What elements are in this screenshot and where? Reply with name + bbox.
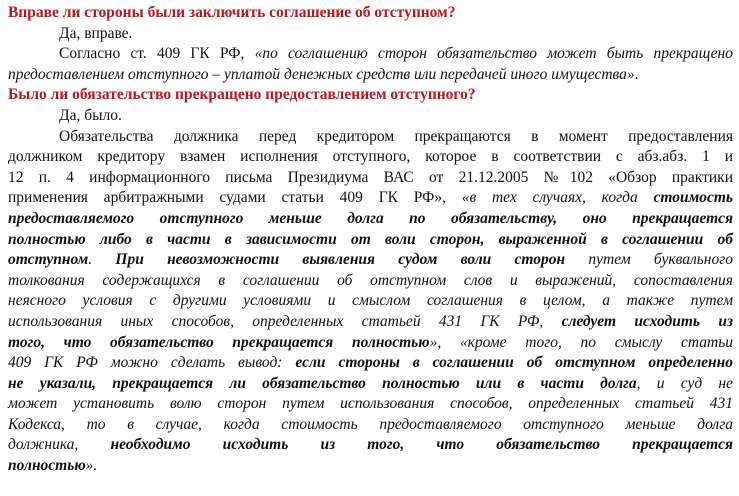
text-line: [8, 456, 733, 477]
text-line: [8, 312, 733, 333]
text-line: [8, 188, 733, 209]
text-line: [8, 353, 733, 374]
plain-text: применения арбитражными судами статьи 409 ГК РФ»,: [8, 189, 462, 207]
bold-italic-emphasis: При невозможности выявления судом воли сторон: [115, 251, 566, 269]
plain-text: Обязательства должника перед кредитором прекращаются в момент предоставления: [59, 127, 733, 145]
text-line: [8, 147, 733, 168]
italic-quote-text: ».: [85, 457, 98, 475]
italic-quote-text: использования иных способов, определенных статьей 431 ГК РФ,: [8, 312, 562, 330]
text-line: [8, 291, 733, 312]
bold-italic-emphasis: предоставляемого отступного меньше долга по обязательству, оно прекращается: [8, 209, 733, 227]
text-line: [8, 209, 733, 230]
bold-italic-emphasis: если стороны в соглашении об отступном определенно: [295, 354, 733, 372]
paragraph-lead: Согласно ст. 409 ГК РФ,: [59, 45, 255, 63]
paragraph-end: .: [634, 65, 639, 83]
paragraph-article-409: [8, 44, 733, 85]
paragraph-vas-letter: [8, 127, 733, 477]
bold-italic-emphasis: необходимо исходить из того, что обязательство прекращается: [110, 436, 733, 454]
article-409-quote: «по соглашению сторон обязательство может быть прекращено предоставлением отступного – уплатой денежных средств или передачей иного имущества»: [8, 45, 734, 83]
text-line: [8, 230, 733, 251]
text-line: [8, 333, 733, 354]
bold-italic-emphasis: отступном: [8, 251, 89, 269]
italic-quote-text: путем буквального: [565, 251, 734, 269]
bold-italic-emphasis: полностью: [8, 457, 86, 475]
italic-quote-text: », «кроме того, по смыслу статьи: [429, 333, 733, 351]
question-heading-1: Вправе ли стороны были заключить соглашение об отступном?: [8, 4, 456, 21]
italic-quote-text: «в тех случаях, когда: [461, 189, 654, 207]
bold-italic-emphasis: следует исходить из: [561, 312, 733, 330]
bold-italic-emphasis: полностью либо в части в зависимости от воли сторон, выраженной в соглашении об: [8, 230, 733, 248]
italic-quote-text: неясного условия с другими условиями и смыслом соглашения в целом, а также путем: [8, 292, 733, 310]
bold-italic-emphasis: стоимость: [653, 189, 733, 207]
italic-quote-text: Кодекса, то в случае, когда стоимость предоставляемого отступного меньше долга: [8, 415, 733, 433]
text-line: [8, 271, 733, 292]
text-line: [8, 168, 733, 189]
italic-quote-text: должника,: [8, 436, 111, 454]
answer-2: Да, было.: [59, 106, 122, 124]
plain-text: 12 п. 4 информационного письма Президиума ВАС от 21.12.2005 №102 «Обзор практики: [8, 168, 733, 186]
answer-1: Да, вправе.: [59, 24, 133, 42]
text-line: [8, 394, 733, 415]
text-line: [8, 435, 733, 456]
italic-quote-text: , и суд не: [636, 374, 733, 392]
text-line: [8, 374, 733, 395]
italic-quote-text: может установить волю сторон путем использования способов, определенных статьей 431: [8, 395, 733, 413]
bold-italic-emphasis: не указали, прекращается ли обязательство полностью или в части долга: [8, 374, 637, 392]
italic-quote-text: толкования содержащихся в соглашении об отступном слов и выражений, сопоставления: [8, 271, 733, 289]
bold-italic-emphasis: того, что обязательство прекращается полностью: [8, 333, 430, 351]
italic-quote-text: 409 ГК РФ можно сделать вывод:: [8, 354, 296, 372]
plain-text: должником кредитору взамен исполнения отступного, которое в соответствии с абз.абз. 1 и: [8, 148, 733, 166]
text-line: [8, 127, 733, 148]
italic-quote-text: .: [88, 251, 116, 269]
text-line: [8, 415, 733, 436]
question-heading-2: Было ли обязательство прекращено предоставлением отступного?: [8, 86, 476, 104]
text-line: [8, 250, 733, 271]
